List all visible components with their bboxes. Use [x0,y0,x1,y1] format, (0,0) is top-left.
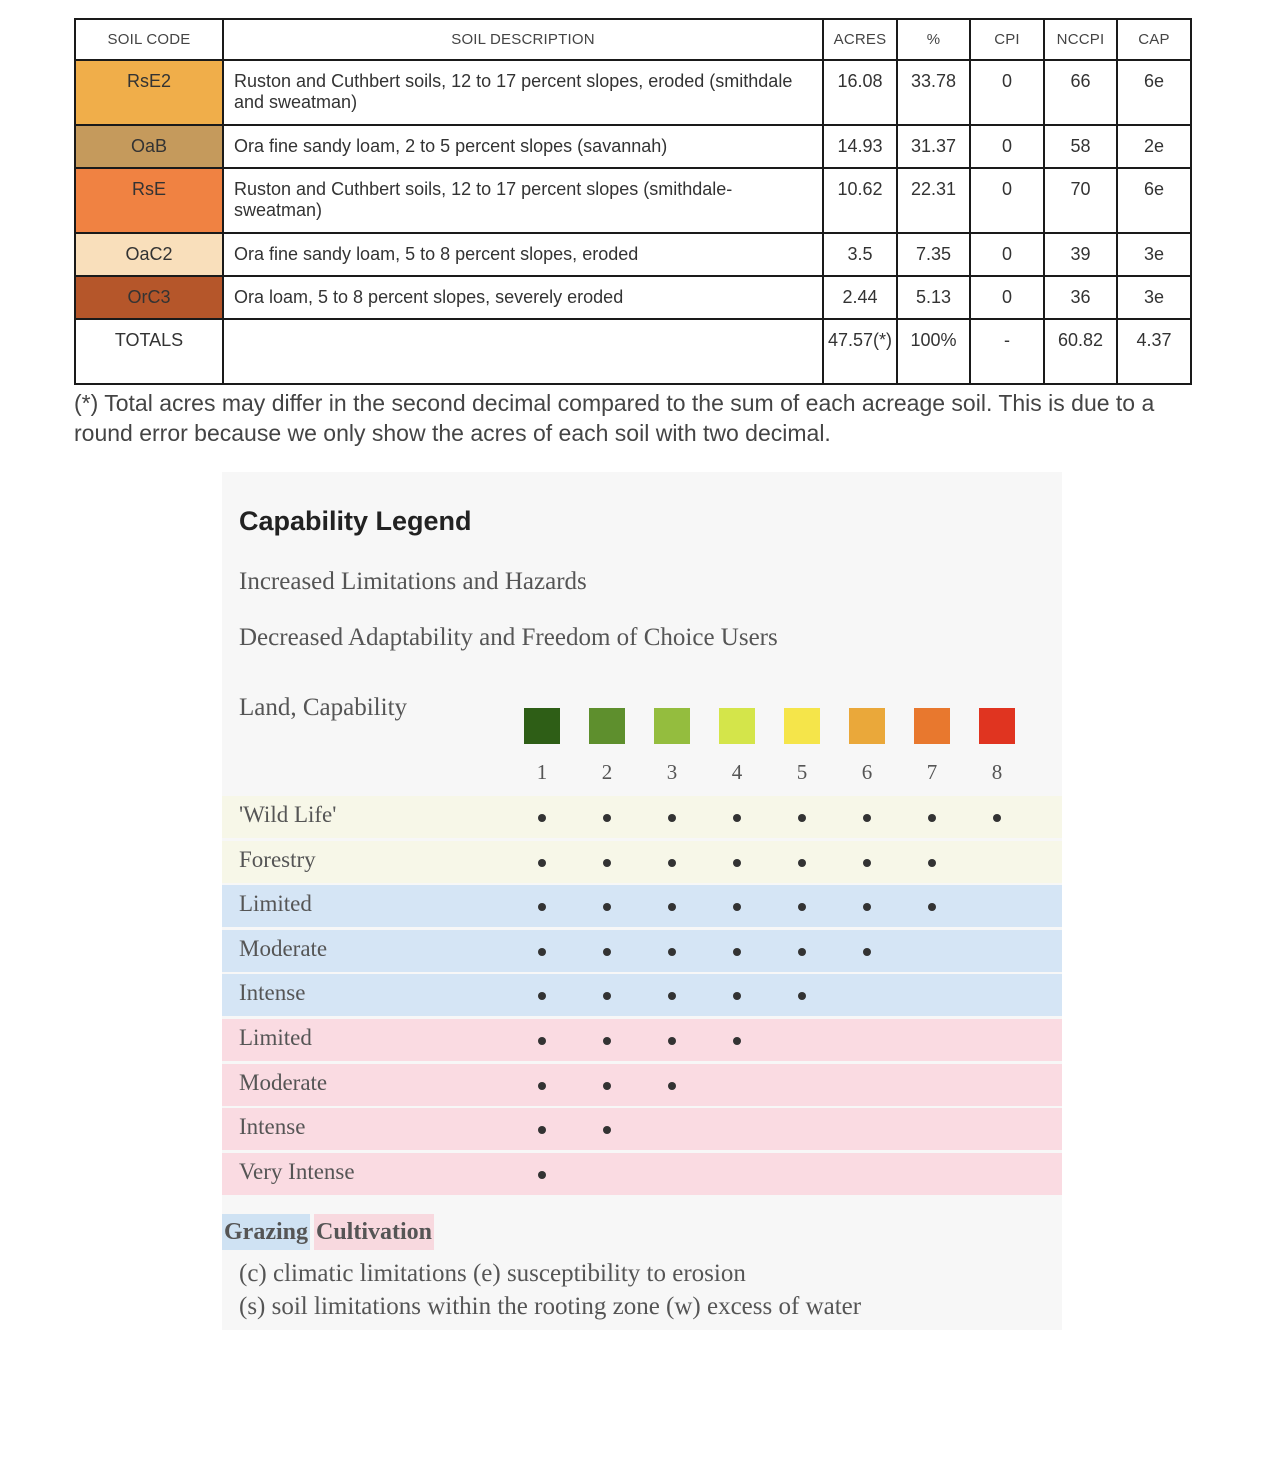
capability-dot [928,859,936,867]
capability-dot [863,814,871,822]
capability-dot [733,903,741,911]
capability-dot [668,1082,676,1090]
capability-class-number: 2 [601,760,613,784]
table-header-row [75,19,1191,60]
legend-note-climatic-erosion: (c) climatic limitations (e) susceptibility to erosion [239,1260,746,1287]
capability-dot [538,948,546,956]
capability-dot [798,992,806,1000]
capability-row-label: 'Wild Life' [239,802,337,827]
cultivation-label: Cultivation [314,1214,434,1250]
legend-adaptability-line: Decreased Adaptability and Freedom of Choice Users [239,624,778,651]
soil-code-cell: RsE [75,168,223,233]
legend-note-soil-water: (s) soil limitations within the rooting zone (w) excess of water [239,1293,862,1320]
totals-percent: 100% [897,319,970,384]
header-acres: ACRES [823,19,897,60]
totals-label: TOTALS [75,319,223,384]
capability-row-label: Intense [239,1114,306,1140]
cap-cell: 3e [1117,276,1191,319]
header-cap: CAP [1117,19,1191,60]
capability-dot [733,992,741,1000]
cpi-cell: 0 [970,168,1044,233]
header-soil-description: SOIL DESCRIPTION [223,19,823,60]
capability-class-4-swatch [719,708,755,744]
capability-dot [928,903,936,911]
nccpi-cell: 70 [1044,168,1117,233]
cpi-cell: 0 [970,60,1044,125]
cap-cell: 6e [1117,168,1191,233]
table-row [75,125,1191,168]
capability-dot [668,859,676,867]
capability-class-number: 1 [536,760,548,784]
capability-dot [798,859,806,867]
totals-cpi: - [970,319,1044,384]
capability-class-5-swatch [784,708,820,744]
capability-dot [603,1082,611,1090]
capability-row [222,974,1062,1016]
table-row [75,60,1191,125]
totals-acres: 47.57(*) [823,319,897,384]
soil-description-cell: Ruston and Cuthbert soils, 12 to 17 percent slopes (smithdale-sweatman) [223,168,823,233]
capability-row [222,930,1062,972]
capability-dot [538,992,546,1000]
legend-title: Capability Legend [239,506,472,536]
capability-class-2-swatch [589,708,625,744]
capability-dot [733,814,741,822]
capability-row-label: Limited [239,891,312,917]
capability-row-label: Forestry [239,846,316,872]
table-row [75,276,1191,319]
capability-class-7-swatch [914,708,950,744]
capability-dot [668,1037,676,1045]
capability-dot [668,903,676,911]
capability-row [222,1108,1062,1150]
soil-code-cell: OaB [75,125,223,168]
capability-dot [538,814,546,822]
cpi-cell: 0 [970,125,1044,168]
header-percent: % [897,19,970,60]
capability-dot [603,1037,611,1045]
capability-dot [798,814,806,822]
cap-cell: 6e [1117,60,1191,125]
header-cpi: CPI [970,19,1044,60]
nccpi-cell: 36 [1044,276,1117,319]
acres-cell: 16.08 [823,60,897,125]
soil-description-cell: Ruston and Cuthbert soils, 12 to 17 percent slopes, eroded (smithdale and sweatman) [223,60,823,125]
capability-row [222,1153,1062,1195]
capability-dot [733,859,741,867]
capability-class-number: 6 [861,760,873,784]
cap-cell: 3e [1117,233,1191,276]
acres-cell: 2.44 [823,276,897,319]
capability-dot [668,992,676,1000]
land-capability-label: Land, Capability [239,694,408,721]
table-row [75,233,1191,276]
capability-dot [863,903,871,911]
capability-class-number: 7 [926,760,938,784]
soil-code-cell: OaC2 [75,233,223,276]
capability-class-number: 4 [731,760,743,784]
capability-row [222,885,1062,927]
capability-row [222,796,1062,838]
soil-table [74,18,1192,385]
totals-cap: 4.37 [1117,319,1191,384]
capability-row-label: Moderate [239,935,328,961]
totals-nccpi: 60.82 [1044,319,1117,384]
capability-dot [538,859,546,867]
soil-code-cell: RsE2 [75,60,223,125]
capability-legend [222,472,1062,1330]
soil-description-cell: Ora fine sandy loam, 5 to 8 percent slopes, eroded [223,233,823,276]
cap-cell: 2e [1117,125,1191,168]
percent-cell: 7.35 [897,233,970,276]
capability-dot [603,948,611,956]
cpi-cell: 0 [970,233,1044,276]
soil-description-cell: Ora loam, 5 to 8 percent slopes, severely eroded [223,276,823,319]
capability-class-number: 8 [991,760,1003,784]
capability-class-number: 5 [796,760,808,784]
capability-dot [603,992,611,1000]
capability-row [222,1064,1062,1106]
capability-class-number: 3 [666,760,678,784]
acres-cell: 3.5 [823,233,897,276]
header-nccpi: NCCPI [1044,19,1117,60]
capability-dot [603,814,611,822]
capability-row-label: Limited [239,1025,312,1050]
capability-dot [538,1037,546,1045]
capability-row-label: Moderate [239,1069,328,1095]
legend-hazards-line: Increased Limitations and Hazards [239,568,587,595]
capability-dot [863,859,871,867]
capability-dot [798,903,806,911]
capability-dot [733,1037,741,1045]
capability-dot [668,814,676,822]
header-soil-code: SOIL CODE [75,19,223,60]
capability-class-1-swatch [524,708,560,744]
capability-dot [538,1082,546,1090]
capability-dot [603,1126,611,1134]
capability-dot [928,814,936,822]
capability-row [222,841,1062,883]
percent-cell: 22.31 [897,168,970,233]
capability-class-8-swatch [979,708,1015,744]
capability-class-6-swatch [849,708,885,744]
capability-dot [993,814,1001,822]
capability-dot [603,859,611,867]
capability-class-3-swatch [654,708,690,744]
capability-dot [798,948,806,956]
acres-cell: 10.62 [823,168,897,233]
capability-dot [538,1126,546,1134]
percent-cell: 5.13 [897,276,970,319]
totals-row [75,319,1191,384]
nccpi-cell: 39 [1044,233,1117,276]
nccpi-cell: 58 [1044,125,1117,168]
cpi-cell: 0 [970,276,1044,319]
soil-code-cell: OrC3 [75,276,223,319]
capability-dot [733,948,741,956]
table-footnote: (*) Total acres may differ in the second decimal compared to the sum of each acreage soil. This is due to a round error because we only show the acres of each soil with two decimal. [74,390,1155,446]
nccpi-cell: 66 [1044,60,1117,125]
capability-row-label: Intense [239,980,306,1006]
capability-row [222,1019,1062,1061]
capability-dot [863,948,871,956]
soil-description-cell: Ora fine sandy loam, 2 to 5 percent slopes (savannah) [223,125,823,168]
percent-cell: 33.78 [897,60,970,125]
grazing-label: Grazing [222,1214,310,1250]
capability-row-label: Very Intense [239,1158,355,1184]
capability-dot [538,1171,546,1179]
acres-cell: 14.93 [823,125,897,168]
capability-dot [668,948,676,956]
capability-dot [538,903,546,911]
percent-cell: 31.37 [897,125,970,168]
capability-dot [603,903,611,911]
totals-description-cell [223,319,823,384]
table-row [75,168,1191,233]
